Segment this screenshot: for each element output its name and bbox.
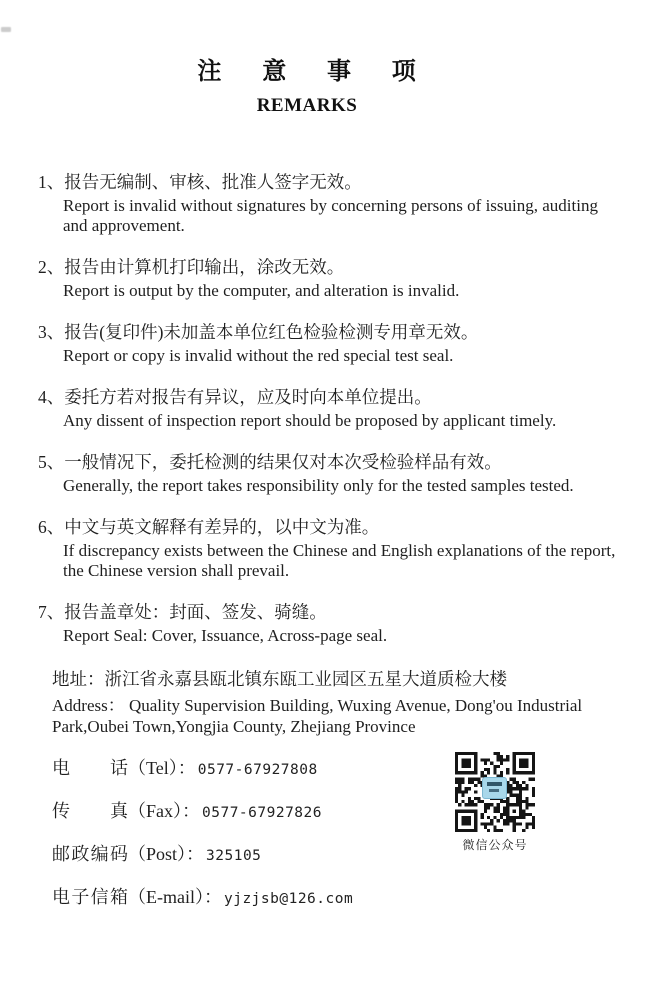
item-text-chinese: 报告盖章处：封面、签发、骑缝。 bbox=[64, 602, 327, 622]
item-text-english: If discrepancy exists between the Chinese and English explanations of the report, the Chinese version shall prevail. bbox=[63, 541, 616, 580]
contact-row-email bbox=[52, 887, 630, 909]
contact-label-chinese: 电子信箱 bbox=[52, 887, 128, 907]
item-text-chinese: 报告(复印件)未加盖本单位红色检验检测专用章无效。 bbox=[64, 322, 479, 342]
remark-item-2 bbox=[38, 255, 654, 301]
qr-logo-mark bbox=[489, 789, 499, 792]
item-text-chinese: 报告无编制、审核、批准人签字无效。 bbox=[64, 172, 362, 192]
item-number: 2、 bbox=[38, 257, 65, 277]
item-text-english: Report or copy is invalid without the red special test seal. bbox=[63, 346, 454, 365]
remark-item-5 bbox=[38, 450, 654, 496]
item-text-chinese: 中文与英文解释有差异的，以中文为准。 bbox=[64, 517, 380, 537]
contact-label-chinese: 邮政编码 bbox=[52, 844, 128, 864]
post-code-value: 325105 bbox=[206, 848, 262, 864]
remark-item-3 bbox=[38, 320, 654, 366]
qr-caption: 微信公众号 bbox=[462, 838, 528, 852]
remark-item-1 bbox=[38, 170, 654, 236]
item-number: 5、 bbox=[38, 452, 65, 472]
item-number: 4、 bbox=[38, 387, 65, 407]
page-title-english: REMARKS bbox=[256, 95, 358, 116]
qr-logo-mark bbox=[487, 782, 502, 786]
item-text-chinese: 委托方若对报告有异议，应及时向本单位提出。 bbox=[64, 387, 432, 407]
page-title-chinese: 注意事项 bbox=[197, 59, 457, 85]
item-text-english: Report is output by the computer, and alteration is invalid. bbox=[63, 281, 460, 300]
item-text-chinese: 报告由计算机打印输出，涂改无效。 bbox=[64, 257, 345, 277]
footer-contact-block bbox=[52, 667, 630, 930]
item-text-english: Generally, the report takes responsibility only for the tested samples tested. bbox=[63, 476, 574, 495]
qr-center-logo bbox=[482, 777, 507, 799]
contact-row-post bbox=[52, 844, 630, 866]
wechat-qr-code bbox=[455, 752, 535, 832]
tel-value: 0577-67927808 bbox=[197, 762, 318, 778]
address-chinese: 地址：浙江省永嘉县瓯北镇东瓯工业园区五星大道质检大楼 bbox=[52, 669, 507, 689]
email-value: yjzjsb@126.com bbox=[223, 891, 354, 907]
contact-label-chinese: 电话 bbox=[52, 758, 128, 778]
remarks-list bbox=[0, 170, 654, 646]
contact-label-chinese: 传真 bbox=[52, 801, 128, 821]
wechat-qr-section bbox=[455, 752, 535, 853]
item-text-english: Report Seal: Cover, Issuance, Across-page seal. bbox=[63, 626, 388, 645]
contact-row-fax bbox=[52, 801, 630, 823]
item-number: 7、 bbox=[38, 602, 65, 622]
item-number: 6、 bbox=[38, 517, 65, 537]
remark-item-4 bbox=[38, 385, 654, 431]
contact-label-paren: （E-mail）： bbox=[128, 887, 222, 907]
address-english: Address： Quality Supervision Building, Wuxing Avenue, Dong'ou Industrial Park,Oubei Town,Yongjia County, Zhejiang Province bbox=[52, 696, 583, 736]
contact-row-tel bbox=[52, 758, 630, 780]
contact-label-paren: （Tel）： bbox=[128, 758, 196, 778]
item-text-english: Any dissent of inspection report should be proposed by applicant timely. bbox=[63, 411, 557, 430]
item-number: 3、 bbox=[38, 322, 65, 342]
item-number: 1、 bbox=[38, 172, 65, 192]
contact-label-paren: （Post）： bbox=[128, 844, 205, 864]
remark-item-6 bbox=[38, 515, 654, 581]
contacts-list bbox=[52, 758, 630, 909]
remark-item-7 bbox=[38, 600, 654, 646]
item-text-english: Report is invalid without signatures by concerning persons of issuing, auditing and approvement. bbox=[63, 196, 598, 235]
fax-value: 0577-67927826 bbox=[202, 805, 322, 821]
item-text-chinese: 一般情况下，委托检测的结果仅对本次受检验样品有效。 bbox=[64, 452, 502, 472]
scan-smudge-mark bbox=[1, 27, 11, 32]
contact-label-paren: （Fax）： bbox=[128, 801, 200, 821]
